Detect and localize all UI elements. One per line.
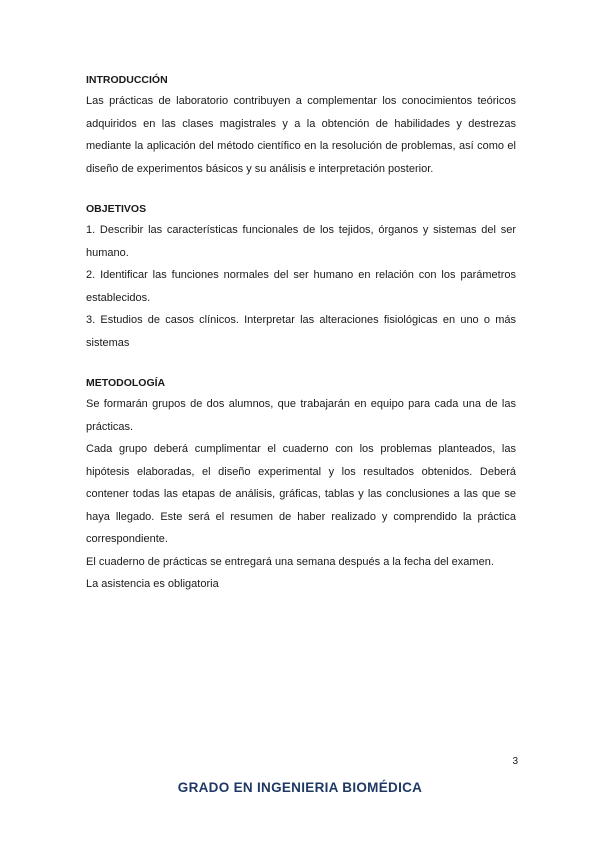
spacer [86,180,516,199]
section-metodologia [86,373,516,596]
metodologia-heading: METODOLOGÍA [86,377,166,389]
metodologia-paragraph-2: Cada grupo deberá cumplimentar el cuaderno con los problemas planteados, las hipótesis elaboradas, el diseño experimental y los resultados obtenidos. Deberá contener todas las etapas de análisis, gráficas, tablas y las conclusiones a las que se haya llegado. Este será el resumen de haber realizado y comprendido la práctica correspondiente. [86,443,516,545]
metodologia-paragraph-4: La asistencia es obligatoria [86,578,219,590]
page-content [86,70,516,596]
section-introduccion [86,70,516,180]
objetivo-item-1: 1. Describir las características funcionales de los tejidos, órganos y sistemas del ser humano. [86,224,516,259]
metodologia-paragraph-1: Se formarán grupos de dos alumnos, que trabajarán en equipo para cada una de las prácticas. [86,398,516,433]
metodologia-paragraph-3: El cuaderno de prácticas se entregará una semana después a la fecha del examen. [86,555,494,568]
section-objetivos [86,199,516,354]
objetivo-item-3: 3. Estudios de casos clínicos. Interpretar las alteraciones fisiológicas en uno o más sistemas [86,314,516,349]
footer-title: GRADO EN INGENIERIA BIOMÉDICA [177,780,423,795]
introduccion-heading: INTRODUCCIÓN [86,74,168,86]
objetivo-item-2: 2. Identificar las funciones normales del ser humano en relación con los parámetros establecidos. [86,269,516,304]
spacer [86,354,516,373]
introduccion-text: Las prácticas de laboratorio contribuyen a complementar los conocimientos teóricos adquiridos en las clases magistrales y a la obtención de habilidades y destrezas mediante la aplicación del método científico en la resolución de problemas, así como el diseño de experimentos básicos y su análisis e interpretación posterior. [86,95,516,175]
objetivos-heading: OBJETIVOS [86,203,147,215]
page-number: 3 [512,756,518,767]
